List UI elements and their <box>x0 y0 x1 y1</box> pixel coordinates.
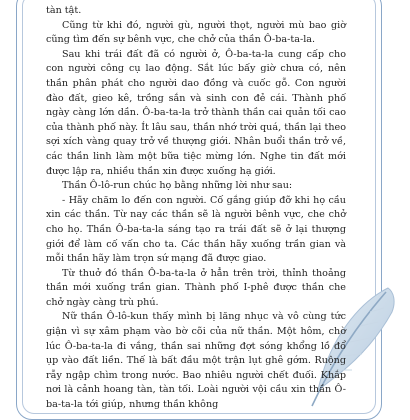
paragraph: Sau khi trái đất đã có người ở, Ô-ba-ta-la cung cấp cho con người công cụ lao động. Sắt lúc bấy giờ chưa có, nên thần phân phát cho người dao đồng và cuốc gỗ. Con người đào đất, gieo kê, trồng sắn và sinh con đẻ cái. Thành phố ngày càng lớn dần. Ô-ba-ta-la trở thành thần cai quản tối cao của thành phố này. Ít lâu sau, thần nhớ trời quá, thần lại theo sợi xích vàng quay trở về thượng giới. Nhân buổi thần trở về, các thần linh làm một bữa tiệc mừng lớn. Nghe tin đất mới được lập ra, nhiều thần xin được xuống hạ giới. <box>46 48 346 177</box>
body-text <box>46 4 346 413</box>
paragraph: Từ thuở đó thần Ô-ba-ta-la ở hẳn trên trời, thỉnh thoảng thần mới xuống trần gian. Thành phố I-phê được thần che chở ngày càng trù phú. <box>46 267 346 308</box>
paragraph: Cũng từ khi đó, người gù, người thọt, người mù bao giờ cũng tìm đến sự bênh vực, che chở của thần Ô-ba-ta-la. <box>46 19 346 46</box>
paragraph: Thần Ô-lô-run chúc họ bằng những lời như sau: <box>62 180 293 192</box>
paragraph: tàn tật. <box>46 5 82 16</box>
paragraph: Nữ thần Ô-lô-kun thấy mình bị lăng nhục và vô cùng tức giận vì sự xâm phạm vào bờ cõi của nữ thần. Một hôm, chờ lúc Ô-ba-ta-la đi vắng, thần sai những đợt sóng khổng lồ đổ ụp vào đất liền. Thế là bất đầu một trận lụt ghê gớm. Ruộng rẫy ngập chìm trong nước. Bao nhiêu người chết đuối. Khắp nơi là cảnh hoang tàn, tàn tối. Loài người vội cầu xin thần Ô-ba-ta-la tới giúp, nhưng thần không <box>46 311 346 411</box>
paragraph: - Hãy chăm lo đến con người. Cố gắng giúp đỡ khi họ cầu xin các thần. Từ nay các thần sẽ là người bênh vực, che chở cho họ. Thần Ô-ba-ta-la sáng tạo ra trái đất sẽ ở lại thượng giới để làm cố vấn cho ta. Các thần hãy xuống trần gian và mỗi thần hãy làm trọn sứ mạng đã được giao. <box>46 194 346 265</box>
